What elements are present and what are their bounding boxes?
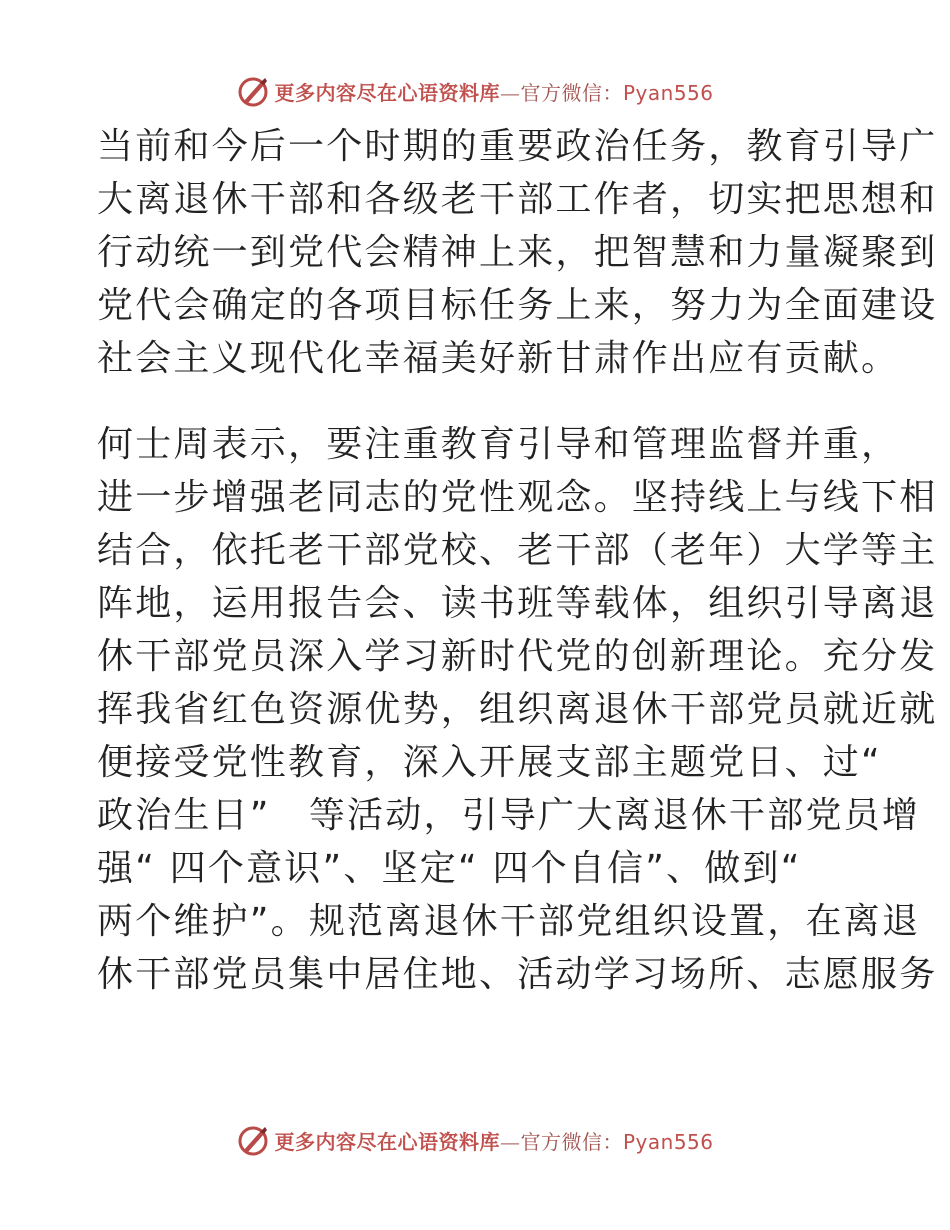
header-banner (0, 71, 950, 111)
paragraph-2 (97, 418, 938, 1001)
pen-circle-logo-icon (236, 74, 270, 108)
banner-wechat-id: Pyan556 (622, 80, 714, 105)
text-line: 大离退休干部和各级老干部工作者，切实把思想和 (97, 179, 938, 220)
text-line: 何士周表示，要注重教育引导和管理监督并重， (97, 424, 900, 465)
text-line: 结合，依托老干部党校、老干部（老年）大学等主 (97, 530, 938, 571)
text-line: 行动统一到党代会精神上来，把智慧和力量凝聚到 (97, 232, 938, 273)
banner-separator: — (499, 80, 521, 105)
text-line: 休干部党员深入学习新时代党的创新理论。充分发 (97, 636, 938, 677)
pen-circle-logo-icon (236, 1123, 270, 1157)
text-line: 挥我省红色资源优势，组织离退休干部党员就近就 (97, 689, 938, 730)
banner-wechat-label: 官方微信： (520, 80, 623, 105)
document-body (97, 120, 938, 1001)
text-line: 进一步增强老同志的党性观念。坚持线上与线下相 (97, 477, 938, 518)
banner-separator: — (499, 1129, 521, 1154)
text-line: 强“ 四个意识”、坚定“ 四个自信”、做到“ (97, 848, 802, 889)
footer-banner (0, 1120, 950, 1160)
banner-wechat-id: Pyan556 (622, 1129, 714, 1154)
text-line: 便接受党性教育，深入开展支部主题党日、过“ (97, 742, 882, 783)
banner-text (274, 77, 713, 106)
text-line: 阵地，运用报告会、读书班等载体，组织引导离退 (97, 583, 938, 624)
text-line: 两个维护”。规范离退休干部党组织设置，在离退 (97, 901, 921, 942)
text-line: 当前和今后一个时期的重要政治任务，教育引导广 (97, 126, 938, 167)
text-line: 社会主义现代化幸福美好新甘肃作出应有贡献。 (97, 338, 900, 379)
paragraph-gap (97, 385, 857, 418)
banner-site-name: 更多内容尽在心语资料库 (274, 80, 500, 105)
text-line: 政治生日” 等活动，引导广大离退休干部党员增 (97, 795, 921, 836)
text-line: 休干部党员集中居住地、活动学习场所、志愿服务 (97, 954, 938, 995)
paragraph-1 (97, 120, 938, 385)
banner-wechat-label: 官方微信： (520, 1129, 623, 1154)
banner-text (274, 1126, 713, 1155)
banner-site-name: 更多内容尽在心语资料库 (274, 1129, 500, 1154)
text-line: 党代会确定的各项目标任务上来，努力为全面建设 (97, 285, 938, 326)
